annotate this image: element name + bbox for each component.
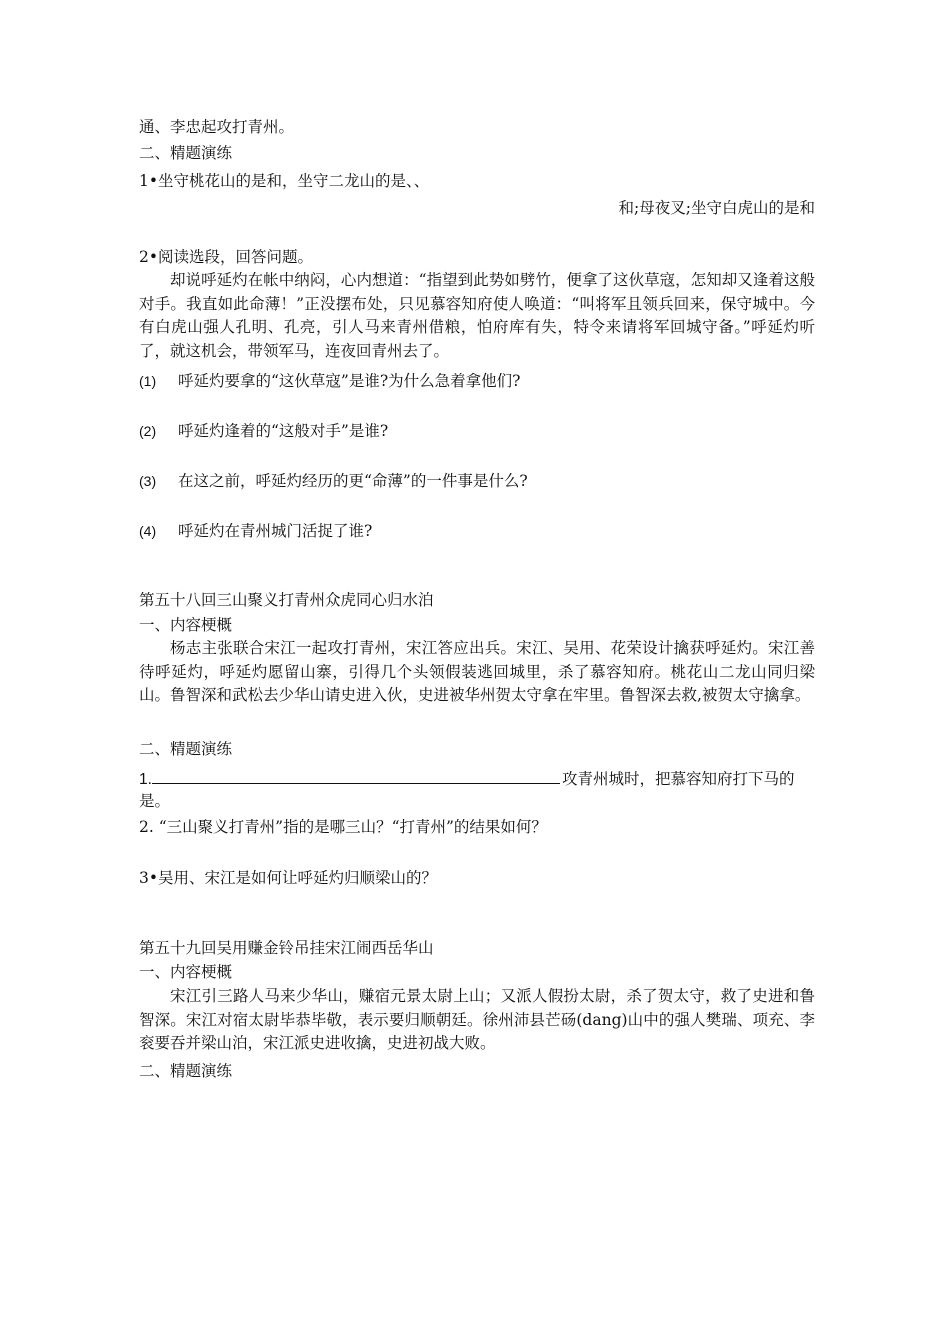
chapter-summary: 宋江引三路人马来少华山，赚宿元景太尉上山；又派人假扮太尉，杀了贺太守，救了史进和鲁智深。宋江对宿太尉毕恭毕敬，表示要归顺朝廷。徐州沛县芒砀(dang)山中的强人樊瑞、项充、李衮要吞并梁山泊，宋江派史进收擒，史进初战大败。 [139, 987, 815, 1052]
question-line-continuation: 和;母夜叉;坐守白虎山的是和 [618, 199, 815, 217]
reading-passage: 却说呼延灼在帐中纳闷，心内想道：“指望到此势如劈竹，便拿了这伙草寇，怎知却又逢着这般对手。我直如此命薄！”正没摆布处，只见慕容知府使人唤道：“叫将军且领兵回来，保守城中。今有白虎山强人孔明、孔亮，引人马来青州借粮，怕府库有失，特令来请将军回城守备。”呼延灼听了，就这机会，带领军马，连夜回青州去了。 [139, 271, 815, 360]
question-text: 呼延灼逢着的“这般对手”是谁? [178, 422, 389, 440]
question-line: 3•吴用、宋江是如何让呼延灼归顺梁山的？ [139, 869, 438, 887]
question-text: 呼延灼在青州城门活捉了谁? [178, 522, 373, 540]
question-number: (3) [139, 473, 157, 489]
chapter-summary: 杨志主张联合宋江一起攻打青州，宋江答应出兵。宋江、吴用、花荣设计擒获呼延灼。宋江善待呼延灼，呼延灼愿留山寨，引得几个头领假装逃回城里，杀了慕容知府。桃花山二龙山同归梁山。鲁智深和武松去少华山请史进入伙，史进被华州贺太守拿在牢里。鲁智深去救,被贺太守擒拿。 [139, 639, 815, 704]
text-line: 通、李忠起攻打青州。 [139, 118, 295, 136]
section-heading: 一、内容梗概 [139, 616, 233, 634]
question-number: 1. [139, 771, 152, 788]
question-line: 2. “三山聚义打青州”指的是哪三山？“打青州”的结果如何？ [139, 818, 547, 836]
question-text: 呼延灼要拿的“这伙草寇”是谁?为什么急着拿他们? [178, 372, 521, 390]
section-heading: 二、精题演练 [139, 144, 233, 162]
question-line: 2•阅读选段，回答问题。 [139, 248, 314, 266]
section-heading: 一、内容梗概 [139, 963, 233, 981]
question-text: 攻青州城时，把慕容知府打下马的 [561, 770, 795, 788]
question-line: 1•坐守桃花山的是和，坐守二龙山的是、、 [139, 172, 430, 190]
question-number: (2) [139, 423, 157, 439]
fill-in-question [139, 767, 794, 791]
chapter-title: 第五十九回吴用赚金铃吊挂宋江闹西岳华山 [139, 939, 434, 957]
question-number: (4) [139, 523, 157, 539]
section-heading: 二、精题演练 [139, 1062, 233, 1080]
question-number: (1) [139, 373, 157, 389]
chapter-title: 第五十八回三山聚义打青州众虎同心归水泊 [139, 591, 434, 609]
answer-blank[interactable] [152, 767, 560, 784]
section-heading: 二、精题演练 [139, 740, 233, 758]
question-text-wrap: 是。 [139, 792, 171, 810]
question-text: 在这之前，呼延灼经历的更“命薄”的一件事是什么? [178, 472, 528, 490]
